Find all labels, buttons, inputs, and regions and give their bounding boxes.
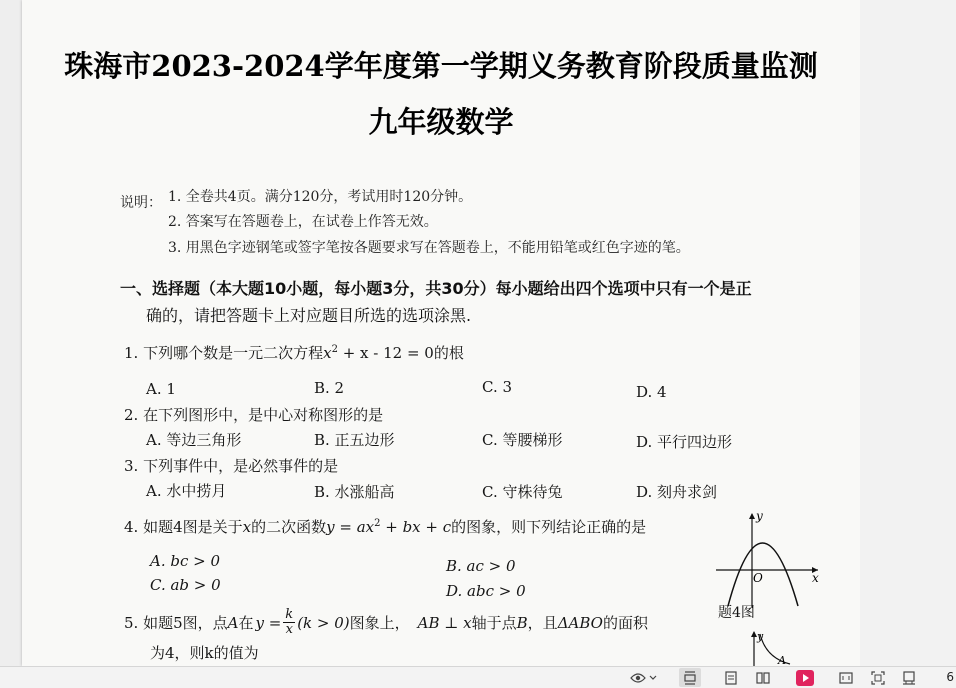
- fit-width-button[interactable]: [836, 668, 856, 687]
- question-1-option-c: C. 3: [482, 378, 513, 396]
- point-a-label: A: [778, 654, 786, 666]
- single-page-button[interactable]: [679, 668, 701, 687]
- document-title: 珠海市2023-2024学年度第一学期义务教育阶段质量监测: [64, 49, 818, 83]
- fraction-k-over-x: $\frac{k}{x}$: [285, 607, 294, 637]
- fullscreen-button[interactable]: [868, 668, 888, 687]
- note-3: 3. 用黑色字迹钢笔或签字笔按各题要求写在答题卷上，不能用铅笔或红色字迹的笔。: [168, 240, 690, 256]
- question-5-stem: 5. 如题5图，点 A 在 y = $\frac{k}{x}$ (k > 0) 图象上， AB ⊥ x 轴于点 B ，且 ΔABO 的面积: [124, 607, 648, 637]
- question-4-option-c: C. ab > 0: [150, 576, 221, 594]
- two-page-icon: [756, 671, 770, 685]
- parabola-curve: [728, 543, 798, 606]
- question-5-line2: 为4，则k的值为: [150, 644, 259, 662]
- question-3-option-c: C. 守株待兔: [482, 483, 563, 501]
- origin-label: O: [753, 571, 763, 585]
- section-heading-line2: 确的，请把答题卡上对应题目所选的选项涂黑.: [146, 306, 472, 325]
- question-2-option-a: A. 等边三角形: [146, 431, 242, 449]
- question-3-option-d: D. 刻舟求剑: [636, 483, 718, 501]
- question-4-option-a: A. bc > 0: [150, 552, 221, 570]
- axis-label-y: y: [756, 509, 763, 523]
- single-page-icon: [683, 671, 697, 685]
- view-mode-button[interactable]: [626, 668, 660, 687]
- note-1: 1. 全卷共4页。满分120分，考试用时120分钟。: [168, 189, 473, 205]
- question-4-option-b: B. ac > 0: [446, 557, 516, 575]
- viewer-background: [860, 0, 956, 666]
- question-2-stem: 2. 在下列图形中，是中心对称图形的是: [124, 406, 384, 424]
- viewer-toolbar: [0, 666, 956, 688]
- question-3-option-a: A. 水中捞月: [146, 482, 227, 500]
- question-2-option-c: C. 等腰梯形: [482, 431, 563, 449]
- question-4-stem: 4. 如题4图是关于x的二次函数$y = ax^2$ + bx + c的图象，则下列结论正确的是: [124, 518, 647, 536]
- question-4-option-d: D. abc > 0: [446, 582, 526, 600]
- page-number[interactable]: 6: [946, 670, 954, 684]
- question-2-option-b: B. 正五边形: [314, 431, 395, 449]
- question-1-stem: 1. 下列哪个数是一元二次方程$x^2 + x - 12 = 0$的根: [124, 344, 464, 362]
- continuous-scroll-icon: [724, 671, 738, 685]
- document-page: [22, 0, 860, 666]
- fullscreen-icon: [871, 671, 885, 685]
- eye-icon: [630, 672, 646, 684]
- play-button[interactable]: [794, 668, 816, 687]
- y-axis-arrow: [749, 513, 755, 519]
- question-5-figure: [734, 628, 794, 666]
- question-1-option-b: B. 2: [314, 379, 345, 397]
- fit-width-icon: [839, 671, 853, 685]
- axis-label-x: x: [812, 571, 819, 585]
- continuous-scroll-button[interactable]: [720, 668, 742, 687]
- axis-label-y: y: [757, 630, 764, 643]
- question-1-option-d: D. 4: [636, 383, 667, 401]
- bookmark-button[interactable]: [899, 668, 919, 687]
- bookmark-icon: [902, 671, 916, 685]
- question-2-option-d: D. 平行四边形: [636, 433, 733, 451]
- document-subtitle: 九年级数学: [368, 105, 514, 139]
- question-3-stem: 3. 下列事件中，是必然事件的是: [124, 457, 339, 475]
- note-2: 2. 答案写在答题卷上，在试卷上作答无效。: [168, 214, 438, 230]
- chevron-down-icon: [649, 675, 657, 681]
- two-page-button[interactable]: [752, 668, 774, 687]
- question-1-option-a: A. 1: [146, 380, 176, 398]
- question-3-option-b: B. 水涨船高: [314, 483, 395, 501]
- notes-prefix: 说明：: [120, 195, 162, 211]
- question-4-parabola-figure: [712, 508, 828, 610]
- play-icon: [796, 670, 814, 686]
- figure-4-caption: 题4图: [718, 605, 755, 621]
- section-heading-line1: 一、选择题（本大题10小题，每小题3分，共30分）每小题给出四个选项中只有一个是正: [120, 279, 752, 298]
